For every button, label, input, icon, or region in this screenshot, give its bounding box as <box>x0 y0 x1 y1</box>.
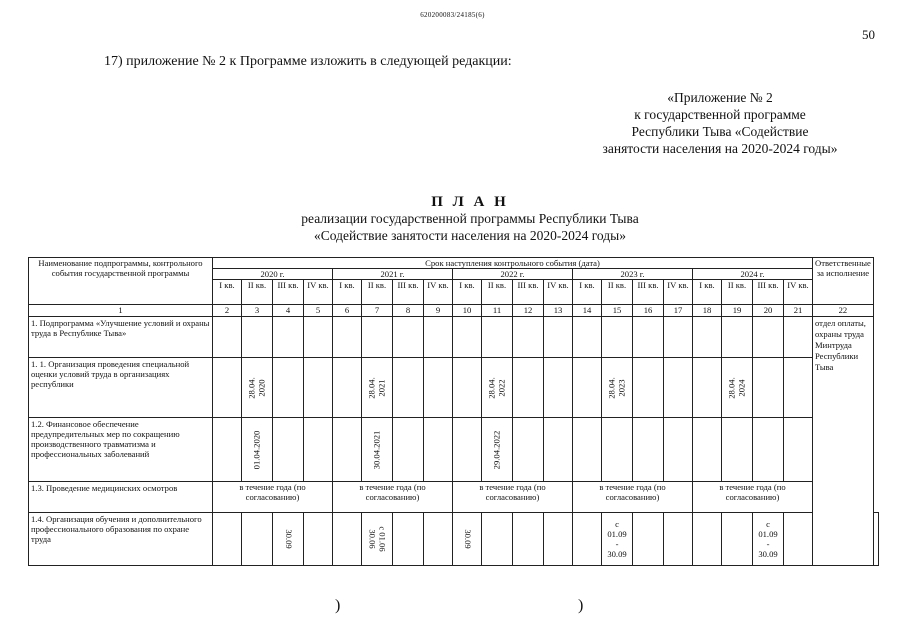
quarter-header: I кв. <box>213 280 242 305</box>
column-number: 16 <box>633 305 664 317</box>
quarter-header: I кв. <box>453 280 482 305</box>
year-2023-header: 2023 г. <box>573 269 693 280</box>
appendix-line: «Приложение № 2 <box>667 90 773 105</box>
column-number: 8 <box>393 305 424 317</box>
column-number: 2 <box>213 305 242 317</box>
responsible-header: Ответственные за исполнение <box>813 258 874 305</box>
range-line: с <box>615 519 619 529</box>
quarter-header: I кв. <box>573 280 602 305</box>
column-number: 10 <box>453 305 482 317</box>
range-r14-2024 <box>753 513 784 566</box>
page-number: 50 <box>862 27 875 42</box>
r13-2024: в течение года (по согласованию) <box>693 482 813 513</box>
quarter-header: IV кв. <box>784 280 813 305</box>
period-header: Срок наступления контрольного события (дата) <box>213 258 813 269</box>
column-number: 11 <box>482 305 513 317</box>
range-line: с <box>766 519 770 529</box>
row-1-1-name: 1. 1. Организация проведения специальной оценки условий труда в организациях республики <box>29 358 213 418</box>
row-subprogram-1-name: 1. Подпрограмма «Улучшение условий и охраны труда в Республике Тыва» <box>29 317 213 358</box>
column-number: 4 <box>273 305 304 317</box>
column-number: 19 <box>722 305 753 317</box>
column-number: 6 <box>333 305 362 317</box>
r13-2023: в течение года (по согласованию) <box>573 482 693 513</box>
appendix-header <box>560 89 880 157</box>
date-r11-2021: 28.04. 2021 <box>366 376 386 399</box>
quarter-header: II кв. <box>722 280 753 305</box>
quarter-header: II кв. <box>482 280 513 305</box>
document-id: 620200083/24185(6) <box>420 11 485 19</box>
quarter-header: I кв. <box>693 280 722 305</box>
quarter-header: IV кв. <box>304 280 333 305</box>
date-r14-2022: 30.09 <box>462 529 473 549</box>
quarter-header: III кв. <box>633 280 664 305</box>
plan-title: П Л А Н <box>431 194 509 210</box>
year-2022-header: 2022 г. <box>453 269 573 280</box>
year-2021-header: 2021 г. <box>333 269 453 280</box>
range-line: 30.09 <box>758 549 778 559</box>
subtitle-line: «Содействие занятости населения на 2020-2024 годы» <box>314 228 626 243</box>
column-number: 12 <box>513 305 544 317</box>
date-r11-2023: 28.04. 2023 <box>606 376 626 399</box>
quarter-header: III кв. <box>273 280 304 305</box>
column-number: 22 <box>813 305 874 317</box>
column-number: 13 <box>544 305 573 317</box>
quarter-header: III кв. <box>513 280 544 305</box>
date-r11-2020: 28.04. 2020 <box>246 376 266 399</box>
date-r14-2020: 30.09 <box>283 529 294 549</box>
date-r12-2022: 29.04.2022 <box>491 430 502 469</box>
date-r14-2021: с 01.06 30.06 <box>368 526 388 552</box>
appendix-line: занятости населения на 2020-2024 годы» <box>602 141 838 156</box>
column-number: 15 <box>602 305 633 317</box>
scan-mark: ) <box>335 597 341 614</box>
date-r12-2021: 30.04.2021 <box>371 430 382 469</box>
scan-mark: ) <box>578 597 584 614</box>
plan-subtitle <box>0 210 905 244</box>
quarter-header: III кв. <box>753 280 784 305</box>
quarter-header: II кв. <box>242 280 273 305</box>
year-2024-header: 2024 г. <box>693 269 813 280</box>
appendix-line: Республики Тыва «Содействие <box>631 124 809 139</box>
year-2020-header: 2020 г. <box>213 269 333 280</box>
column-number: 7 <box>362 305 393 317</box>
row-1-4-name: 1.4. Организация обучения и дополнительного профессионального образования по охране труда <box>29 513 213 566</box>
date-r11-2022: 28.04. 2022 <box>486 376 506 399</box>
column-number: 9 <box>424 305 453 317</box>
column-number: 20 <box>753 305 784 317</box>
plan-table <box>28 257 879 566</box>
name-column-header: Наименование подпрограммы, контрольного события государственной программы <box>29 258 213 305</box>
column-number-row <box>29 305 879 317</box>
instruction-text: 17) приложение № 2 к Программе изложить в следующей редакции: <box>104 54 512 69</box>
r13-2021: в течение года (по согласованию) <box>333 482 453 513</box>
range-line: 01.09 <box>758 529 778 539</box>
r13-2020: в течение года (по согласованию) <box>213 482 333 513</box>
subtitle-line: реализации государственной программы Республики Тыва <box>301 211 639 226</box>
range-r14-2023 <box>602 513 633 566</box>
quarter-header: IV кв. <box>544 280 573 305</box>
range-line: 01.09 <box>607 529 627 539</box>
quarter-header: III кв. <box>393 280 424 305</box>
column-number: 21 <box>784 305 813 317</box>
row-1-3-name: 1.3. Проведение медицинских осмотров <box>29 482 213 513</box>
row-1-2-name: 1.2. Финансовое обеспечение предупредительных мер по сокращению производственного травматизма и профессиональных заболеваний <box>29 418 213 482</box>
quarter-header: II кв. <box>362 280 393 305</box>
column-number: 17 <box>664 305 693 317</box>
quarter-header: IV кв. <box>424 280 453 305</box>
appendix-line: к государственной программе <box>634 107 806 122</box>
date-r12-2020: 01.04.2020 <box>251 430 262 469</box>
range-line: - <box>766 539 770 549</box>
quarter-header: I кв. <box>333 280 362 305</box>
date-r11-2024: 28.04. 2024 <box>726 376 746 399</box>
responsible-cell: отдел оплаты, охраны труда Минтруда Республики Тыва <box>813 317 874 566</box>
range-line: 30.09 <box>607 549 627 559</box>
column-number: 3 <box>242 305 273 317</box>
quarter-header: IV кв. <box>664 280 693 305</box>
column-number: 14 <box>573 305 602 317</box>
column-number: 18 <box>693 305 722 317</box>
quarter-header: II кв. <box>602 280 633 305</box>
column-number: 1 <box>29 305 213 317</box>
r13-2022: в течение года (по согласованию) <box>453 482 573 513</box>
column-number: 5 <box>304 305 333 317</box>
range-line: - <box>615 539 619 549</box>
